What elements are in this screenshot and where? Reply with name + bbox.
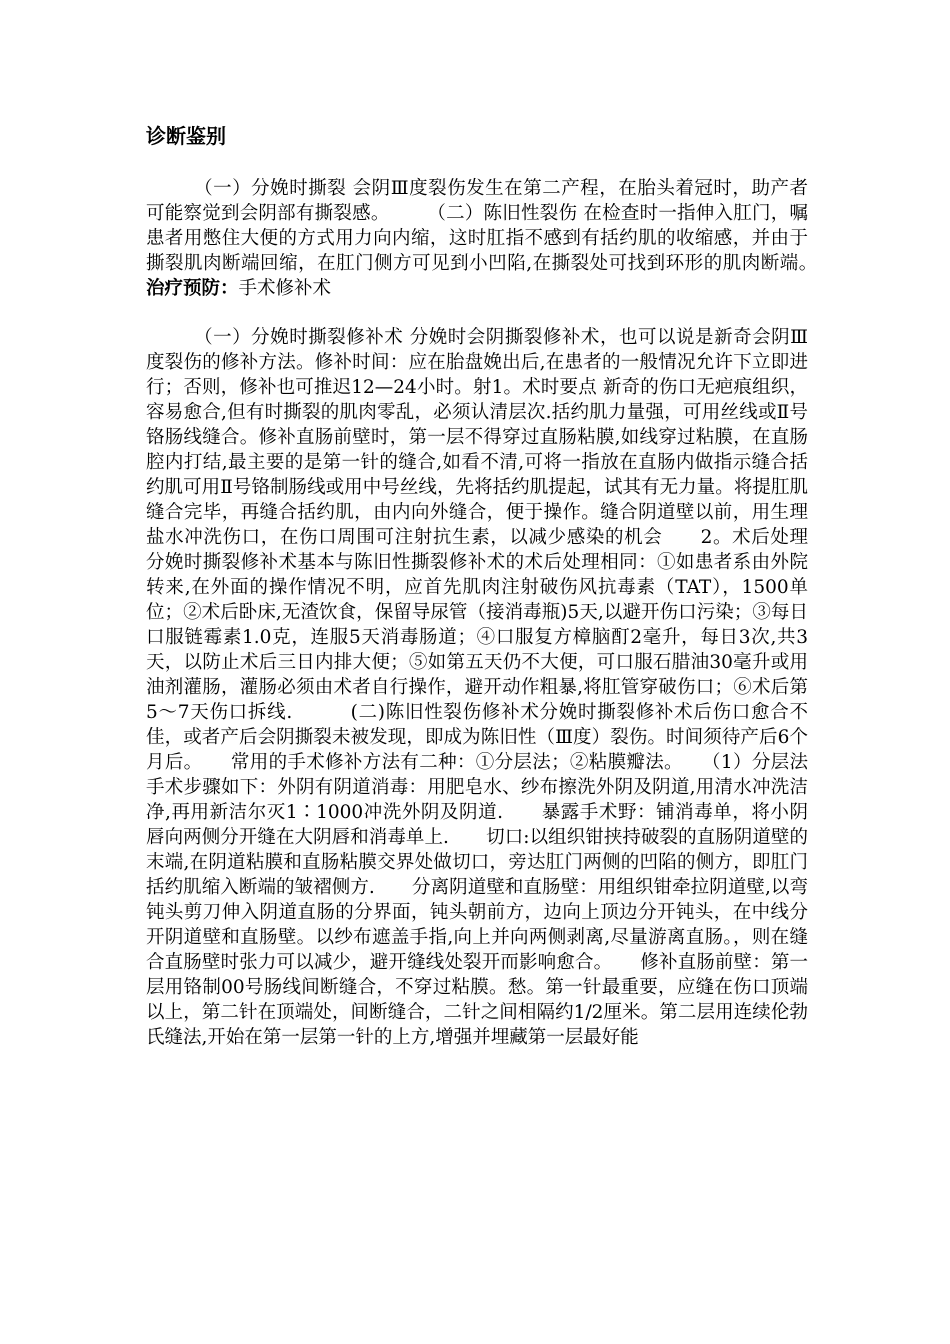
section-heading: 诊断鉴别 bbox=[146, 124, 226, 148]
repair-paragraph: （一）分娩时撕裂修补术 分娩时会阴撕裂修补术，也可以说是新奇会阴Ⅲ度裂伤的修补方法。修补时间：应在胎盘娩出后,在患者的一般情况允许下立即进行；否则，修补也可推迟12—24小时。射1。术时要点 新奇的伤口无疤痕组织，容易愈合,但有时撕裂的肌肉零乱，必须认清层次.括约肌力量强，可用丝线或Ⅱ号铬肠线缝合。修补直肠前壁时，第一层不得穿过直肠粘膜,如线穿过粘膜，在直肠腔内打结,最主要的是第一针的缝合,如看不清,可将一指放在直肠内做指示缝合括约肌可用Ⅱ号铬制肠线或用中号丝线，先将括约肌提起，试其有无力量。将提肛肌缝合完毕，再缝合括约肌，由内向外缝合，便于操作。缝合阴道壁以前，用生理盐水冲洗伤口，在伤口周围可注射抗生素，以减少感染的机会 2。术后处理 分娩时撕裂修补术基本与陈旧性撕裂修补术的术后处理相同：①如患者系由外院转来,在外面的操作情况不明，应首先肌肉注射破伤风抗毒素（TAT），1500单位；②术后卧床,无渣饮食，保留导尿管（接消毒瓶)5天,以避开伤口污染；③每日口服链霉素1.0克，连服5天消毒肠道；④口服复方樟脑酊2毫升，每日3次,共3天，以防止术后三日内排大便；⑤如第五天仍不大便，可口服石腊油30毫升或用油剂灌肠，灌肠必须由术者自行操作，避开动作粗暴,将肛管穿破伤口；⑥术后第5～7天伤口拆线. (二)陈旧性裂伤修补术分娩时撕裂修补术后伤口愈合不佳，或者产后会阴撕裂未被发现，即成为陈旧性（Ⅲ度）裂伤。时间须待产后6个月后。 常用的手术修补方法有二种：①分层法；②粘膜瓣法。 （1）分层法 手术步骤如下：外阴有阴道消毒：用肥皂水、纱布擦洗外阴及阴道,用清水冲洗洁净,再用新洁尔灭1∶1000冲洗外阴及阴道. 暴露手术野：铺消毒单，将小阴唇向两侧分开缝在大阴唇和消毒单上. 切口:以组织钳挟持破裂的直肠阴道壁的末端,在阴道粘膜和直肠粘膜交界处做切口，旁达肛门两侧的凹陷的侧方，即肛门括约肌缩入断端的皱褶侧方. 分离阴道壁和直肠壁：用组织钳牵拉阴道壁,以弯钝头剪刀伸入阴道直肠的分界面，钝头朝前方，边向上顶边分开钝头，在中线分开阴道壁和直肠壁。以纱布遮盖手指,向上并向两侧剥离,尽量游离直肠。，则在缝合直肠壁时张力可以减少，避开缝线处裂开而影响愈合。 修补直肠前壁：第一层用铬制00号肠线间断缝合，不穿过粘膜。愁。第一针最重要，应缝在伤口顶端以上，第二针在顶端处，间断缝合，二针之间相隔约1/2厘米。第二层用连续伦勃氏缝法,开始在第一层第一针的上方,增强并埋藏第一层最好能 bbox=[146, 327, 808, 1048]
diagnosis-paragraph bbox=[146, 176, 864, 301]
treatment-title: 手术修补术 bbox=[238, 278, 332, 299]
diagnosis-text: （一）分娩时撕裂 会阴Ⅲ度裂伤发生在第二产程，在胎头着冠时，助产者可能察觉到会阴部有撕裂感。 （二）陈旧性裂伤 在检查时一指伸入肛门，嘱患者用憋住大便的方式用力向内缩，这时肛指不感到有括约肌的收缩感，并由于撕裂肌肉断端回缩，在肛门侧方可见到小凹陷,在撕裂处可找到环形的肌肉断端。 bbox=[146, 178, 864, 274]
document-page bbox=[146, 122, 864, 1050]
treatment-label: 治疗预防： bbox=[146, 278, 239, 299]
